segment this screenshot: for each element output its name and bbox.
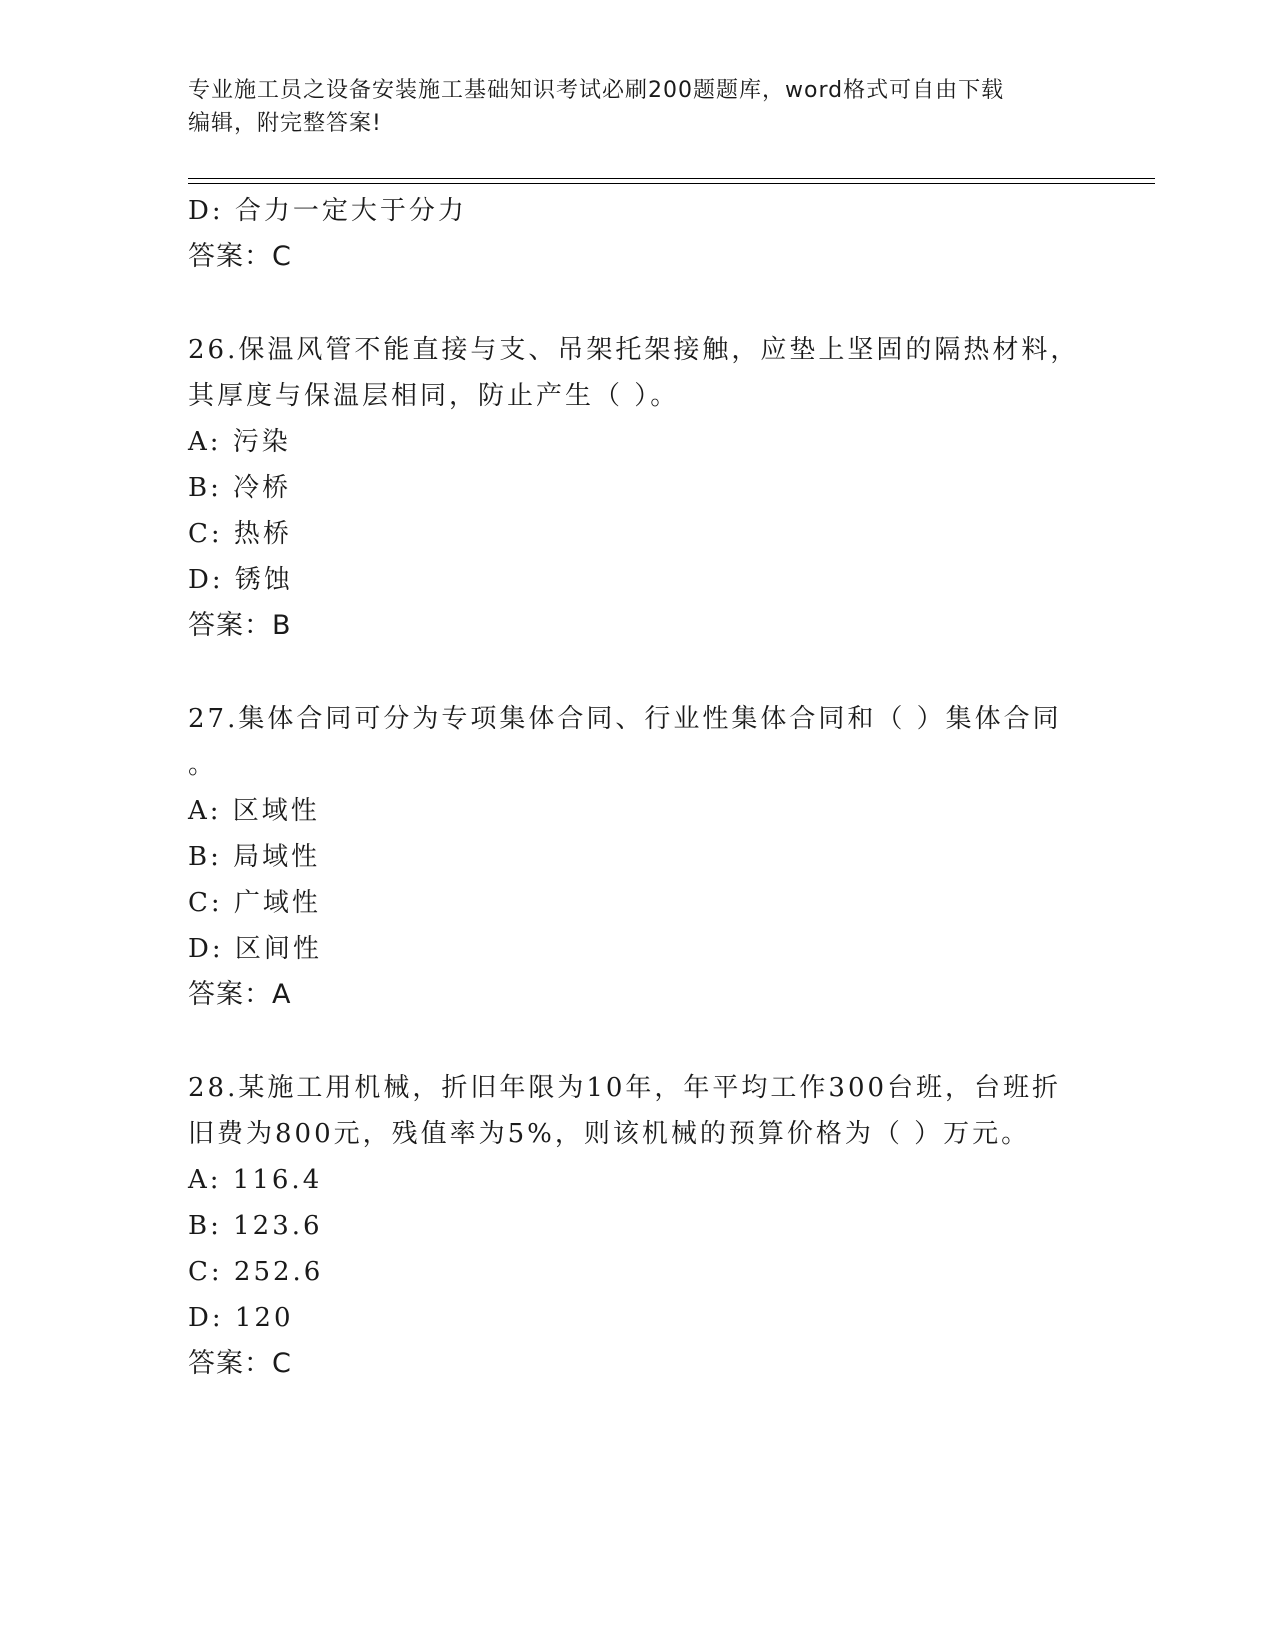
option-d: D: 120 <box>188 1303 294 1333</box>
option-a: A: 污染 <box>188 427 291 457</box>
document-header <box>188 74 1088 140</box>
option-b: B: 123.6 <box>188 1211 323 1241</box>
option-d: D: 区间性 <box>188 934 322 964</box>
question-27 <box>188 696 1088 1018</box>
spacer <box>188 280 1088 327</box>
question-26 <box>188 327 1088 649</box>
option-b: B: 局域性 <box>188 842 321 872</box>
question-28 <box>188 1065 1088 1387</box>
question-stem-line-2: 。 <box>188 750 218 780</box>
question-stem-line-2: 旧费为800元，残值率为5%，则该机械的预算价格为（ ）万元。 <box>188 1119 1031 1149</box>
option-a: A: 区域性 <box>188 796 320 826</box>
question-stem-line-1: 27.集体合同可分为专项集体合同、行业性集体合同和（ ）集体合同 <box>188 704 1062 734</box>
question-list <box>188 188 1088 1387</box>
option-d: D: 锈蚀 <box>188 565 293 595</box>
option-b: B: 冷桥 <box>188 473 292 503</box>
answer-line: 答案：A <box>188 979 292 1010</box>
question-25-tail <box>188 188 1088 280</box>
option-c: C: 热桥 <box>188 519 292 549</box>
header-divider-top <box>188 178 1155 179</box>
answer-line: 答案：C <box>188 241 292 272</box>
option-c: C: 252.6 <box>188 1257 324 1287</box>
spacer <box>188 649 1088 696</box>
option-a: A: 116.4 <box>188 1165 323 1195</box>
question-stem-line-1: 28.某施工用机械，折旧年限为10年，年平均工作300台班，台班折 <box>188 1073 1062 1103</box>
answer-line: 答案：C <box>188 1348 292 1379</box>
question-stem-line-1: 26.保温风管不能直接与支、吊架托架接触，应垫上坚固的隔热材料， <box>188 335 1080 365</box>
header-title-line-2: 编辑，附完整答案! <box>188 111 382 136</box>
header-divider-bottom <box>188 183 1155 184</box>
option-d: D: 合力一定大于分力 <box>188 196 467 226</box>
header-title-line-1: 专业施工员之设备安装施工基础知识考试必刷200题题库，word格式可自由下载 <box>188 78 1005 103</box>
option-c: C: 广域性 <box>188 888 321 918</box>
answer-line: 答案：B <box>188 610 292 641</box>
spacer <box>188 1018 1088 1065</box>
question-stem-line-2: 其厚度与保温层相同，防止产生（ ）。 <box>188 381 680 411</box>
